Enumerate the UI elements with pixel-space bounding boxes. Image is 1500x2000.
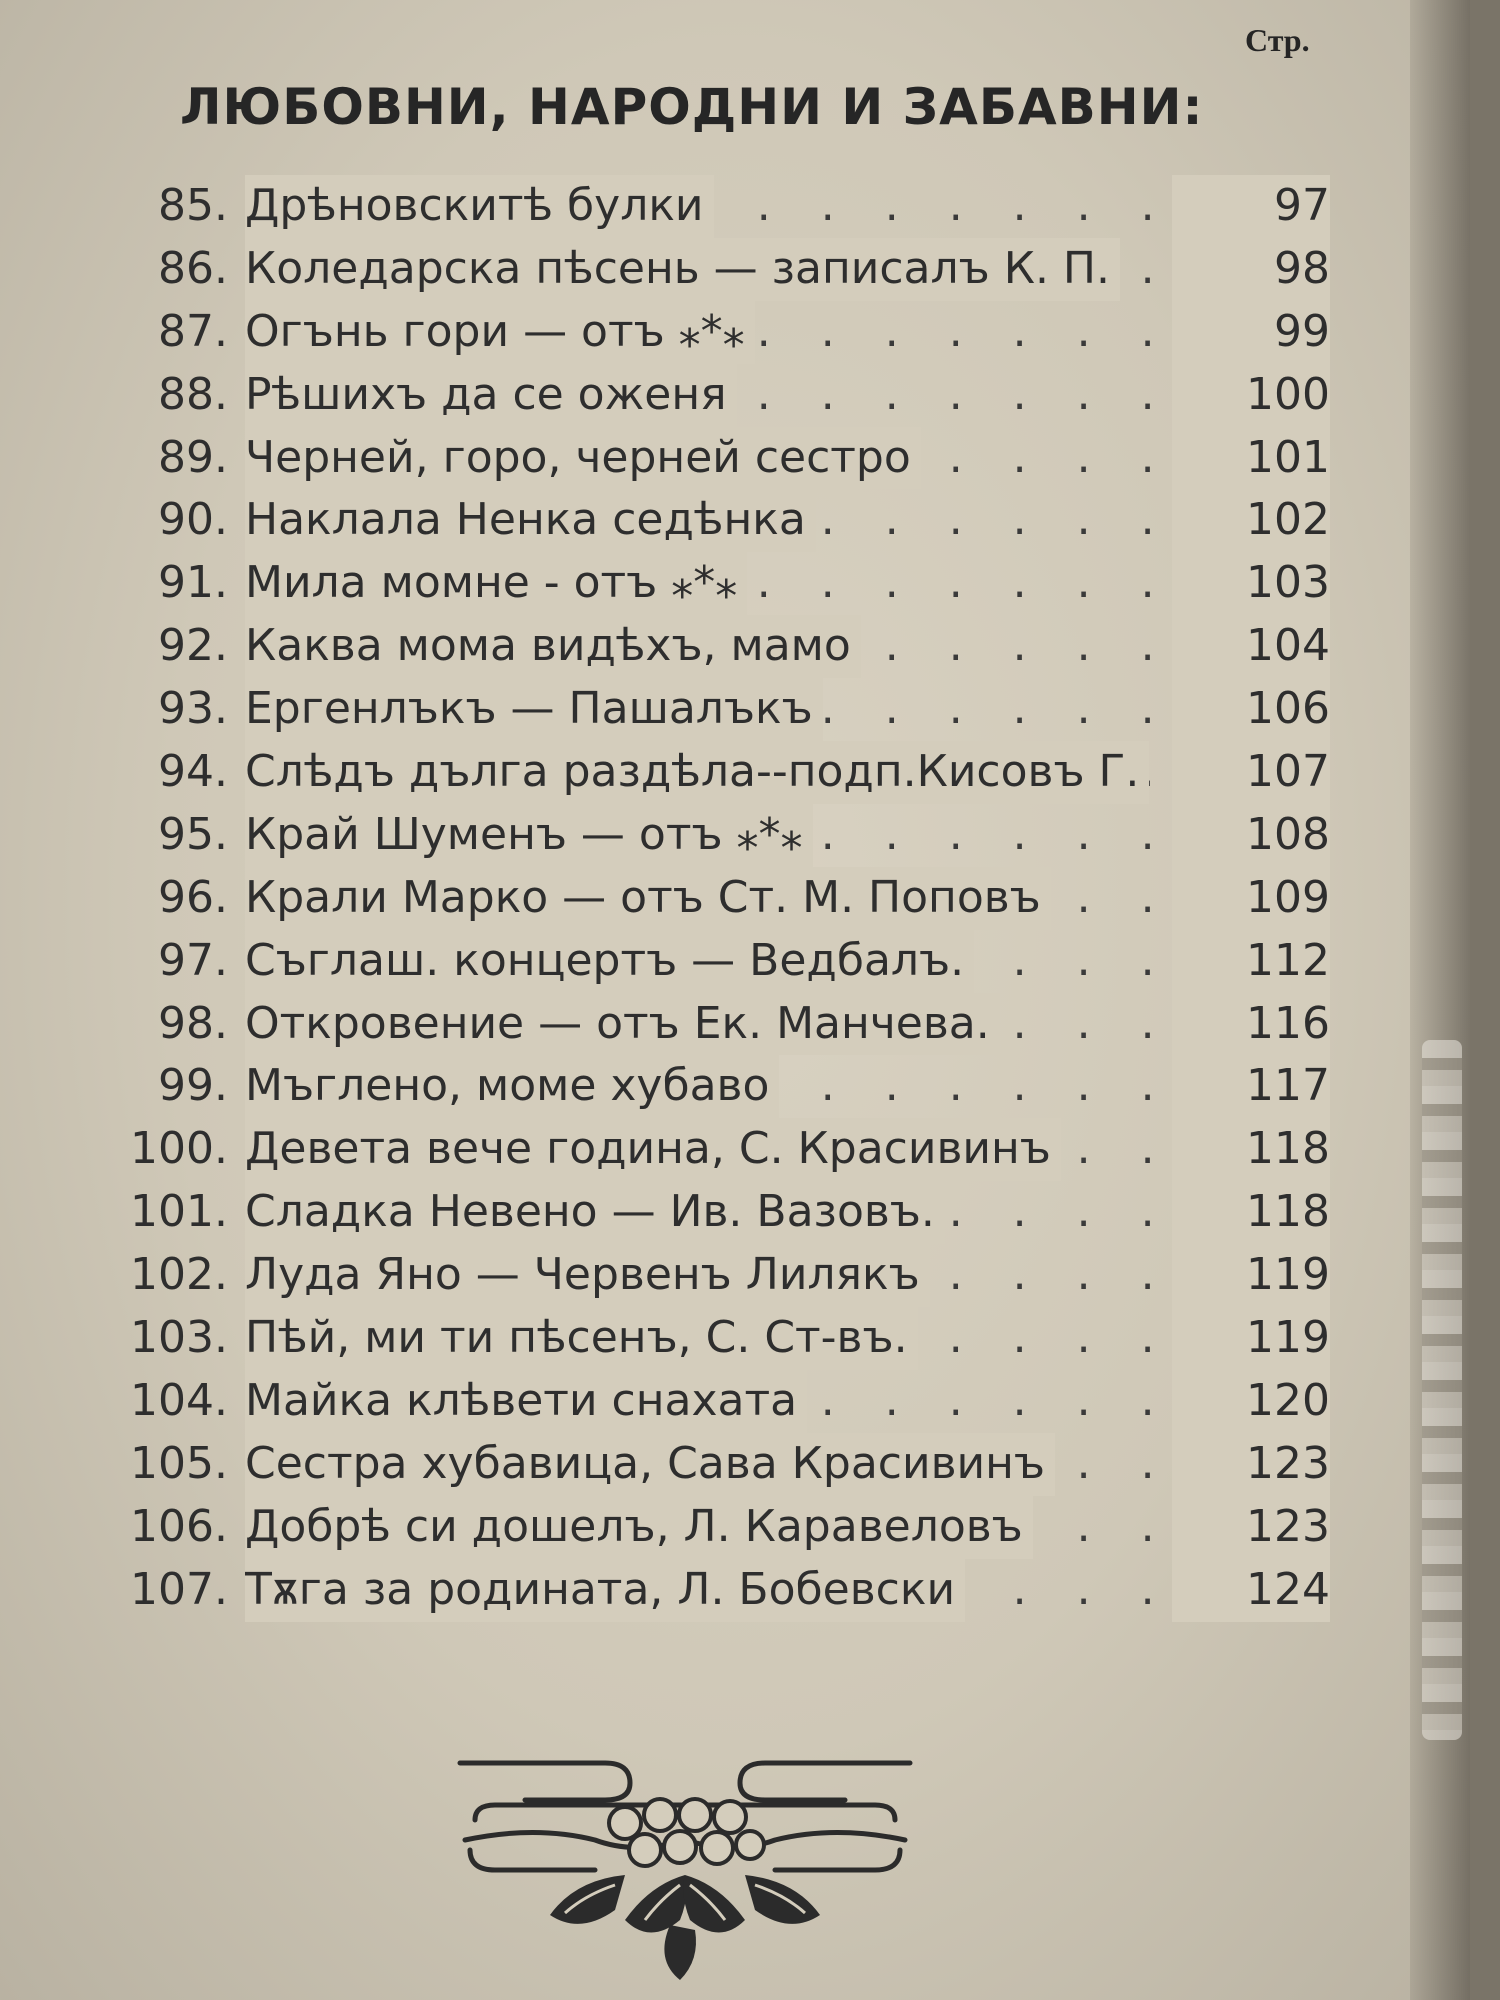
floral-ornament	[455, 1745, 915, 1985]
toc-entry	[0, 1055, 1330, 1118]
toc-entry	[0, 867, 1330, 930]
entry-page-number: 112	[1172, 930, 1330, 993]
entry-number: 92.	[158, 620, 228, 672]
entry-number: 106.	[130, 1500, 228, 1552]
toc-entry	[0, 1559, 1330, 1622]
entry-page-number: 107	[1172, 741, 1330, 804]
entry-page-number: 119	[1172, 1307, 1330, 1370]
entry-title-with-leader	[245, 1307, 1330, 1370]
toc-entry	[0, 1370, 1330, 1433]
entry-title: Откровение — отъ Ек. Манчева.	[245, 993, 1000, 1056]
toc-entry	[0, 1118, 1330, 1181]
entry-title-with-leader	[245, 741, 1330, 804]
entry-page-number: 123	[1172, 1496, 1330, 1559]
entry-title-with-leader	[245, 804, 1330, 867]
entry-title-with-leader	[245, 489, 1330, 552]
entry-title: Майка клѣвети снахата	[245, 1370, 807, 1433]
entry-number: 98.	[158, 997, 228, 1049]
entry-title-with-leader	[245, 552, 1330, 615]
entry-number: 90.	[158, 494, 228, 546]
entry-title: Мъглено, моме хубаво	[245, 1055, 779, 1118]
table-of-contents	[0, 175, 1330, 1621]
entry-title: Мила момне - отъ ⁎*⁎	[245, 552, 747, 615]
entry-title: Луда Яно — Червенъ Лилякъ	[245, 1244, 930, 1307]
entry-title-with-leader	[245, 1433, 1330, 1496]
entry-title: Рѣшихъ да се оженя	[245, 364, 737, 427]
entry-page-number: 117	[1172, 1055, 1330, 1118]
entry-title-with-leader	[245, 175, 1330, 238]
entry-page-number: 101	[1172, 427, 1330, 490]
entry-page-number: 116	[1172, 993, 1330, 1056]
entry-page-number: 108	[1172, 804, 1330, 867]
entry-title: Ергенлъкъ — Пашалъкъ	[245, 678, 823, 741]
page-column-label: Стр.	[1245, 22, 1310, 58]
entry-title-with-leader	[245, 1244, 1330, 1307]
entry-number: 86.	[158, 242, 228, 294]
entry-title-with-leader	[245, 930, 1330, 993]
entry-title-with-leader	[245, 364, 1330, 427]
entry-number: 104.	[130, 1374, 228, 1426]
entry-title: Сестра хубавица, Сава Красивинъ	[245, 1433, 1055, 1496]
entry-title-with-leader	[245, 238, 1330, 301]
toc-entry	[0, 804, 1330, 867]
entry-title: Тѫга за родината, Л. Бобевски	[245, 1559, 965, 1622]
entry-page-number: 119	[1172, 1244, 1330, 1307]
entry-page-number: 99	[1172, 301, 1330, 364]
entry-title: Огънь гори — отъ ⁎*⁎	[245, 301, 755, 364]
entry-title: Слѣдъ дълга раздѣла--подп.Кисовъ Г.	[245, 741, 1149, 804]
entry-page-number: 103	[1172, 552, 1330, 615]
entry-number: 105.	[130, 1437, 228, 1489]
toc-entry	[0, 993, 1330, 1056]
toc-entry	[0, 364, 1330, 427]
entry-title-with-leader	[245, 993, 1330, 1056]
entry-page-number: 124	[1172, 1559, 1330, 1622]
entry-number: 100.	[130, 1123, 228, 1175]
section-heading: ЛЮБОВНИ, НАРОДНИ И ЗАБАВНИ:	[180, 78, 1204, 136]
toc-entry	[0, 427, 1330, 490]
entry-page-number: 98	[1172, 238, 1330, 301]
entry-title-with-leader	[245, 1118, 1330, 1181]
entry-title: Коледарска пѣсень — записалъ К. П.	[245, 238, 1120, 301]
toc-entry	[0, 1244, 1330, 1307]
entry-title-with-leader	[245, 427, 1330, 490]
toc-entry	[0, 741, 1330, 804]
entry-number: 89.	[158, 431, 228, 483]
entry-title: Крали Марко — отъ Ст. М. Поповъ	[245, 867, 1051, 930]
entry-page-number: 104	[1172, 615, 1330, 678]
entry-title: Съглаш. концертъ — Ведбалъ.	[245, 930, 974, 993]
entry-page-number: 97	[1172, 175, 1330, 238]
entry-number: 94.	[158, 746, 228, 798]
entry-title: Наклала Ненка седѣнка	[245, 489, 816, 552]
entry-title-with-leader	[245, 615, 1330, 678]
toc-entry	[0, 678, 1330, 741]
entry-page-number: 118	[1172, 1181, 1330, 1244]
entry-number: 96.	[158, 871, 228, 923]
page-edge-wear	[1422, 1040, 1462, 1740]
entry-number: 91.	[158, 557, 228, 609]
toc-entry	[0, 1496, 1330, 1559]
entry-page-number: 109	[1172, 867, 1330, 930]
entry-page-number: 120	[1172, 1370, 1330, 1433]
toc-entry	[0, 1307, 1330, 1370]
entry-page-number: 102	[1172, 489, 1330, 552]
entry-number: 101.	[130, 1186, 228, 1238]
toc-entry	[0, 301, 1330, 364]
entry-title: Девета вече година, С. Красивинъ	[245, 1118, 1061, 1181]
toc-entry	[0, 552, 1330, 615]
entry-number: 87.	[158, 305, 228, 357]
entry-title-with-leader	[245, 1370, 1330, 1433]
entry-title-with-leader	[245, 1496, 1330, 1559]
toc-entry	[0, 1181, 1330, 1244]
entry-title: Дрѣновскитѣ булки	[245, 175, 714, 238]
entry-title-with-leader	[245, 1181, 1330, 1244]
toc-entry	[0, 930, 1330, 993]
entry-number: 93.	[158, 683, 228, 735]
entry-page-number: 118	[1172, 1118, 1330, 1181]
entry-title: Добрѣ си дошелъ, Л. Каравеловъ	[245, 1496, 1033, 1559]
entry-number: 85.	[158, 180, 228, 231]
toc-entry	[0, 175, 1330, 238]
entry-title: Каква мома видѣхъ, мамо	[245, 615, 861, 678]
entry-number: 97.	[158, 934, 228, 986]
entry-title: Сладка Невено — Ив. Вазовъ.	[245, 1181, 945, 1244]
toc-entry	[0, 489, 1330, 552]
entry-title: Край Шуменъ — отъ ⁎*⁎	[245, 804, 813, 867]
entry-page-number: 100	[1172, 364, 1330, 427]
entry-title-with-leader	[245, 867, 1330, 930]
entry-number: 103.	[130, 1312, 228, 1364]
entry-title: Пѣй, ми ти пѣсенъ, С. Ст-въ.	[245, 1307, 918, 1370]
entry-title-with-leader	[245, 678, 1330, 741]
entry-number: 107.	[130, 1563, 228, 1615]
entry-title-with-leader	[245, 1055, 1330, 1118]
entry-page-number: 106	[1172, 678, 1330, 741]
entry-number: 99.	[158, 1060, 228, 1112]
entry-number: 88.	[158, 368, 228, 420]
entry-title: Черней, горо, черней сестро	[245, 427, 921, 490]
entry-page-number: 123	[1172, 1433, 1330, 1496]
toc-entry	[0, 1433, 1330, 1496]
toc-entry	[0, 615, 1330, 678]
entry-number: 95.	[158, 808, 228, 860]
toc-entry	[0, 238, 1330, 301]
entry-number: 102.	[130, 1249, 228, 1301]
entry-title-with-leader	[245, 301, 1330, 364]
entry-title-with-leader	[245, 1559, 1330, 1622]
